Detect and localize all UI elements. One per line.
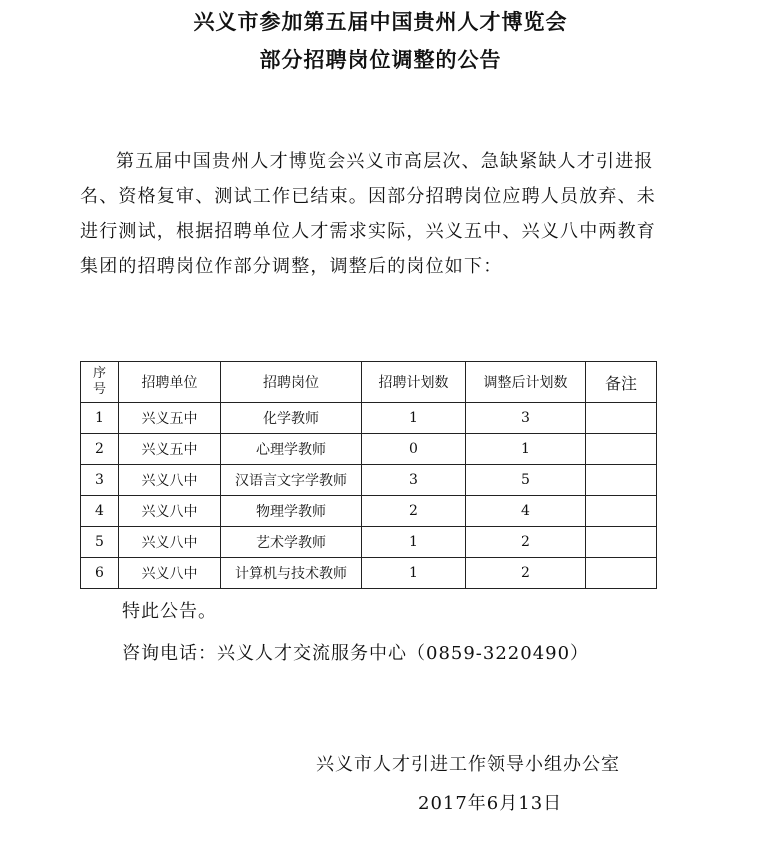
header-unit: 招聘单位 xyxy=(119,362,221,403)
header-position: 招聘岗位 xyxy=(221,362,362,403)
consult-phone: 咨询电话：兴义人才交流服务中心（0859-3220490） xyxy=(122,643,590,664)
cell-serial: 2 xyxy=(81,434,119,465)
cell-unit: 兴义八中 xyxy=(119,465,221,496)
cell-remarks xyxy=(586,434,657,465)
cell-unit: 兴义八中 xyxy=(119,496,221,527)
cell-adjusted: 5 xyxy=(466,465,586,496)
cell-unit: 兴义五中 xyxy=(119,403,221,434)
cell-adjusted: 1 xyxy=(466,434,586,465)
cell-position: 物理学教师 xyxy=(221,496,362,527)
cell-unit: 兴义五中 xyxy=(119,434,221,465)
cell-unit: 兴义八中 xyxy=(119,558,221,589)
cell-position: 计算机与技术教师 xyxy=(221,558,362,589)
cell-serial: 4 xyxy=(81,496,119,527)
title-line-1: 兴义市参加第五届中国贵州人才博览会 xyxy=(193,10,568,34)
cell-adjusted: 3 xyxy=(466,403,586,434)
table-row xyxy=(81,527,657,558)
cell-planned: 1 xyxy=(362,558,466,589)
header-adjusted: 调整后计划数 xyxy=(466,362,586,403)
cell-serial: 5 xyxy=(81,527,119,558)
cell-remarks xyxy=(586,403,657,434)
cell-remarks xyxy=(586,527,657,558)
issuing-office: 兴义市人才引进工作领导小组办公室 xyxy=(316,754,620,775)
cell-planned: 0 xyxy=(362,434,466,465)
cell-serial: 3 xyxy=(81,465,119,496)
cell-adjusted: 2 xyxy=(466,558,586,589)
cell-position: 化学教师 xyxy=(221,403,362,434)
header-planned: 招聘计划数 xyxy=(362,362,466,403)
table-row xyxy=(81,434,657,465)
table-header-row xyxy=(81,362,657,403)
table-row xyxy=(81,496,657,527)
cell-position: 艺术学教师 xyxy=(221,527,362,558)
cell-position: 汉语言文字学教师 xyxy=(221,465,362,496)
table-row xyxy=(81,465,657,496)
header-serial: 序号 xyxy=(81,362,119,403)
cell-serial: 1 xyxy=(81,403,119,434)
cell-adjusted: 4 xyxy=(466,496,586,527)
cell-planned: 1 xyxy=(362,403,466,434)
title-line-2: 部分招聘岗位调整的公告 xyxy=(259,48,502,72)
table-row xyxy=(81,403,657,434)
issue-date: 2017年6月13日 xyxy=(418,793,563,814)
cell-position: 心理学教师 xyxy=(221,434,362,465)
header-remarks: 备注 xyxy=(586,362,657,403)
cell-planned: 2 xyxy=(362,496,466,527)
cell-serial: 6 xyxy=(81,558,119,589)
closing-notice: 特此公告。 xyxy=(122,601,217,622)
cell-adjusted: 2 xyxy=(466,527,586,558)
cell-remarks xyxy=(586,558,657,589)
cell-planned: 3 xyxy=(362,465,466,496)
cell-remarks xyxy=(586,465,657,496)
cell-unit: 兴义八中 xyxy=(119,527,221,558)
cell-planned: 1 xyxy=(362,527,466,558)
table-row xyxy=(81,558,657,589)
cell-remarks xyxy=(586,496,657,527)
body-paragraph: 第五届中国贵州人才博览会兴义市高层次、急缺紧缺人才引进报名、资格复审、测试工作已结束。因部分招聘岗位应聘人员放弃、未进行测试，根据招聘单位人才需求实际，兴义五中、兴义八中两教育集团的招聘岗位作部分调整，调整后的岗位如下： xyxy=(80,151,656,277)
positions-table xyxy=(80,361,657,589)
